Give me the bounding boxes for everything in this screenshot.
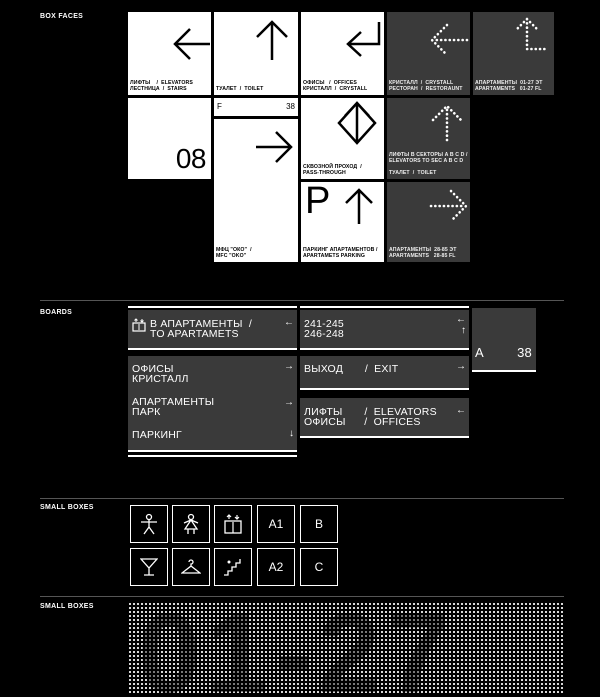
- small-box-cocktail: [130, 548, 168, 586]
- parking-letter: P: [305, 182, 331, 222]
- tile-offices-crystall: [301, 12, 384, 95]
- section-boards: BOARDS: [40, 309, 73, 316]
- section-small-boxes: SMALL BOXES: [40, 504, 94, 511]
- elevator-icon: [224, 514, 242, 534]
- board-text: ВЫХОД / EXIT: [304, 363, 399, 375]
- board-to-apartments: [128, 310, 297, 350]
- divider: [40, 300, 564, 301]
- floor-letter: F: [217, 102, 222, 111]
- board-apartments-park: [128, 394, 297, 420]
- small-box-a2: A2: [257, 548, 295, 586]
- tile-crystall-restaurant: [387, 12, 470, 95]
- tile-mfc-oko: [214, 119, 298, 262]
- board-letter: A: [475, 345, 484, 360]
- dotted-arrow-right-icon: [429, 188, 469, 224]
- tile-toilet: [214, 12, 298, 95]
- tile-caption: СКВОЗНОЙ ПРОХОД / PASS-THROUGH: [303, 164, 362, 176]
- floor-number: 08: [175, 143, 206, 174]
- dotted-arrow-left-icon: [429, 22, 469, 60]
- board-text: ПАРКИНГ: [132, 429, 182, 441]
- arrow-right-icon: →: [284, 361, 294, 372]
- tile-elevators-stairs: [128, 12, 211, 95]
- tile-caption: ЛИФТЫ / ELEVATORS ЛЕСТНИЦА / STAIRS: [130, 80, 193, 92]
- floor-number: 38: [286, 102, 295, 111]
- tile-caption: ЛИФТЫ В СЕКТОРЫ A B C D / ELEVATORS TO SEC A B C D ТУАЛЕТ / TOILET: [389, 152, 468, 176]
- tile-apartments-01-27: [473, 12, 554, 95]
- tile-caption: МФЦ "ОКО" / MFC "OKO": [216, 247, 252, 259]
- arrow-return-left-icon: [343, 20, 383, 60]
- tile-apartments-28-85: [387, 182, 470, 262]
- board-exit: [300, 356, 469, 390]
- small-box-elevator: [214, 505, 252, 543]
- board-bottom-line: [128, 455, 297, 457]
- tile-parking: [301, 182, 384, 262]
- arrow-left-icon: ←: [456, 314, 466, 325]
- arrow-left-icon: [172, 26, 211, 62]
- board-text: 241-245 246-248: [304, 318, 344, 340]
- tile-floor-08: [128, 98, 211, 179]
- small-box-stairs: [214, 548, 252, 586]
- board-floor-a38: [472, 308, 536, 372]
- tile-elevators-sectors: [387, 98, 470, 179]
- board-text: В АПАРТАМЕНТЫ / TO APARTAMETS: [150, 318, 252, 340]
- arrow-up-icon: [343, 186, 375, 226]
- small-box-c: C: [300, 548, 338, 586]
- small-box-woman: [172, 505, 210, 543]
- arrow-down-icon: ↓: [289, 428, 294, 439]
- arrow-right-icon: [254, 129, 294, 165]
- divider: [40, 498, 564, 499]
- tile-caption: АПАРТАМЕНТЫ 01-27 ЭТ APARTAMENTS 01-27 FL: [475, 80, 543, 92]
- person-icon: [140, 513, 158, 535]
- woman-icon: [182, 513, 200, 535]
- tile-caption: ТУАЛЕТ / TOILET: [216, 86, 264, 92]
- section-small-boxes-dot: SMALL BOXES: [40, 603, 94, 610]
- arrow-left-icon: ←: [284, 317, 294, 328]
- tile-caption: ОФИСЫ / OFFICES КРИСТАЛЛ / CRYSTALL: [303, 80, 368, 92]
- arrow-up-icon: [254, 18, 290, 62]
- small-box-b: B: [300, 505, 338, 543]
- board-elevators-offices: [300, 398, 469, 438]
- board-text: ОФИСЫ КРИСТАЛЛ: [132, 363, 189, 385]
- small-box-a1: A1: [257, 505, 295, 543]
- dot-matrix-svg: [128, 602, 564, 694]
- board-room-numbers: [300, 310, 469, 350]
- hanger-icon: [181, 558, 201, 576]
- section-box-faces: BOX FACES: [40, 13, 84, 20]
- arrow-up-return-icon: ↑: [461, 325, 466, 336]
- elevator-icon: [132, 318, 146, 332]
- tile-caption: КРИСТАЛЛ / CRYSTALL РЕСТОРАН / RESTORAUNT: [389, 80, 463, 92]
- board-text: АПАРТАМЕНТЫ ПАРК: [132, 396, 215, 418]
- board-parking: [128, 420, 297, 452]
- tile-pass-through: [301, 98, 384, 179]
- dotted-arrow-up-icon: [429, 102, 465, 142]
- board-top-line: [128, 306, 297, 308]
- cocktail-icon: [140, 557, 158, 577]
- board-top-line: [300, 306, 469, 308]
- tile-caption: АПАРТАМЕНТЫ 28-85 ЭТ APARTAMENTS 28-85 FL: [389, 247, 457, 259]
- tile-floor-38: [214, 98, 298, 116]
- board-text: ЛИФТЫ / ELEVATORS ОФИСЫ / OFFICES: [304, 406, 437, 428]
- board-number: 38: [517, 345, 532, 360]
- small-box-hanger: [172, 548, 210, 586]
- tile-caption: ПАРКИНГ АПАРТАМЕНТОВ / APARTAMETS PARKING: [303, 247, 378, 259]
- dot-matrix-display: [128, 602, 564, 694]
- arrow-right-icon: →: [284, 397, 294, 408]
- arrow-left-icon: ←: [456, 405, 466, 416]
- dotted-arrow-up-return-icon: [513, 17, 553, 61]
- stairs-icon: [223, 558, 243, 576]
- board-offices-crystall: [128, 356, 297, 394]
- small-box-person: [130, 505, 168, 543]
- arrow-up-down-icon: [335, 101, 379, 149]
- divider: [40, 596, 564, 597]
- arrow-right-icon: →: [456, 361, 466, 372]
